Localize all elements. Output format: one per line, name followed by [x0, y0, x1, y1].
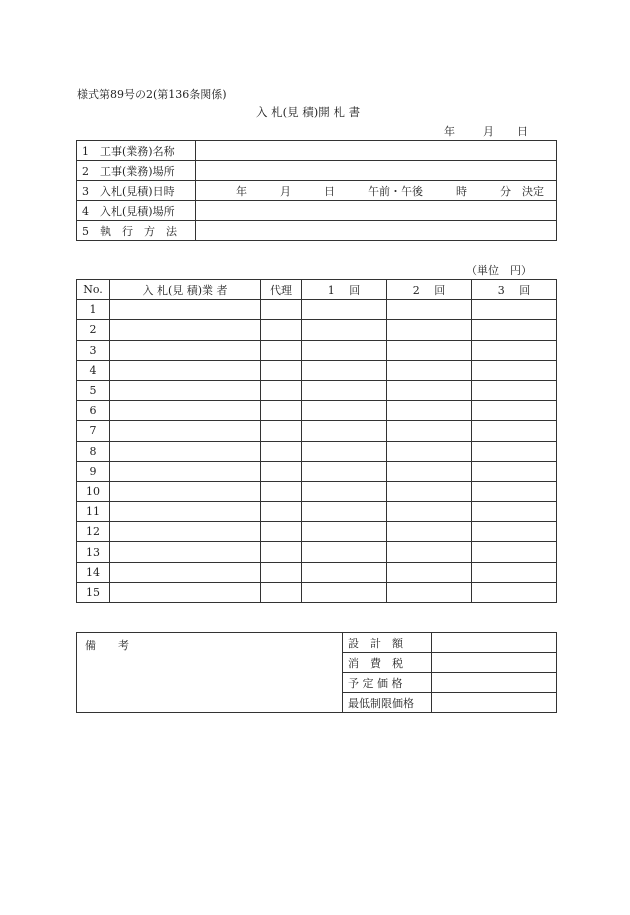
bid-cell[interactable] [472, 481, 557, 501]
table-row [77, 421, 557, 441]
bid-cell[interactable] [387, 360, 472, 380]
row-number: 6 [77, 401, 110, 421]
row-number: 5 [77, 380, 110, 400]
table-row [77, 582, 557, 602]
bid-cell[interactable] [110, 461, 261, 481]
date-month: 月 [483, 125, 494, 138]
info-value[interactable] [196, 201, 557, 221]
bid-cell[interactable] [261, 461, 302, 481]
bid-cell[interactable] [302, 461, 387, 481]
bid-cell[interactable] [110, 340, 261, 360]
bid-cell[interactable] [472, 360, 557, 380]
form-reference: 様式第89号の2(第136条関係) [77, 88, 227, 101]
bid-cell[interactable] [110, 300, 261, 320]
table-row [77, 542, 557, 562]
row-number: 12 [77, 522, 110, 542]
bid-cell[interactable] [472, 522, 557, 542]
bid-cell[interactable] [110, 320, 261, 340]
table-row [77, 522, 557, 542]
bid-cell[interactable] [302, 522, 387, 542]
bid-cell[interactable] [302, 562, 387, 582]
bid-table [76, 279, 557, 603]
bid-cell[interactable] [302, 481, 387, 501]
bid-cell[interactable] [110, 360, 261, 380]
table-row [77, 441, 557, 461]
info-label: 3 入札(見積)日時 [77, 181, 196, 201]
bid-cell[interactable] [261, 582, 302, 602]
row-number: 8 [77, 441, 110, 461]
bid-cell[interactable] [387, 522, 472, 542]
bid-cell[interactable] [302, 401, 387, 421]
info-row [77, 141, 557, 161]
info-value[interactable] [196, 221, 557, 241]
bid-cell[interactable] [302, 320, 387, 340]
column-header: 2 回 [387, 280, 472, 300]
bid-cell[interactable] [302, 441, 387, 461]
bid-cell[interactable] [387, 421, 472, 441]
bid-cell[interactable] [110, 542, 261, 562]
table-row [77, 481, 557, 501]
column-header: No. [77, 280, 110, 300]
info-label: 5 執 行 方 法 [77, 221, 196, 241]
bid-cell[interactable] [110, 441, 261, 461]
remarks-table [76, 632, 557, 713]
bid-cell[interactable] [261, 481, 302, 501]
bid-cell[interactable] [472, 401, 557, 421]
bid-cell[interactable] [261, 441, 302, 461]
bid-cell[interactable] [387, 582, 472, 602]
table-row [77, 340, 557, 360]
bid-cell[interactable] [261, 502, 302, 522]
bid-cell[interactable] [387, 380, 472, 400]
row-number: 13 [77, 542, 110, 562]
bid-cell[interactable] [302, 421, 387, 441]
bid-cell[interactable] [261, 542, 302, 562]
bid-cell[interactable] [302, 582, 387, 602]
table-row [77, 360, 557, 380]
bid-cell[interactable] [387, 461, 472, 481]
price-label: 最低制限価格 [343, 693, 432, 713]
bid-cell[interactable] [472, 461, 557, 481]
bid-cell[interactable] [472, 542, 557, 562]
bid-cell[interactable] [387, 300, 472, 320]
row-number: 4 [77, 360, 110, 380]
table-row [77, 502, 557, 522]
bid-cell[interactable] [387, 401, 472, 421]
table-row [77, 461, 557, 481]
bid-cell[interactable] [302, 300, 387, 320]
table-row [77, 562, 557, 582]
bid-cell[interactable] [261, 320, 302, 340]
bid-cell[interactable] [472, 562, 557, 582]
bid-cell[interactable] [387, 340, 472, 360]
info-label: 4 入札(見積)場所 [77, 201, 196, 221]
row-number: 3 [77, 340, 110, 360]
info-value[interactable] [196, 161, 557, 181]
bid-cell[interactable] [261, 340, 302, 360]
document-title: 入 札(見 積)開 札 書 [256, 105, 361, 119]
bid-cell[interactable] [110, 380, 261, 400]
bid-cell[interactable] [472, 300, 557, 320]
info-label: 1 工事(業務)名称 [77, 141, 196, 161]
table-row [77, 380, 557, 400]
row-number: 15 [77, 582, 110, 602]
info-label: 2 工事(業務)場所 [77, 161, 196, 181]
column-header: 1 回 [302, 280, 387, 300]
info-row [77, 221, 557, 241]
price-label: 消 費 税 [343, 653, 432, 673]
info-row [77, 181, 557, 201]
bid-cell[interactable] [472, 502, 557, 522]
row-number: 7 [77, 421, 110, 441]
bid-cell[interactable] [110, 502, 261, 522]
bid-cell[interactable] [472, 320, 557, 340]
bid-cell[interactable] [110, 401, 261, 421]
price-label: 予 定 価 格 [343, 673, 432, 693]
bid-cell[interactable] [472, 340, 557, 360]
bid-cell[interactable] [261, 522, 302, 542]
bid-cell[interactable] [110, 421, 261, 441]
column-header: 3 回 [472, 280, 557, 300]
price-label: 設 計 額 [343, 633, 432, 653]
bid-cell[interactable] [261, 401, 302, 421]
bid-cell[interactable] [387, 320, 472, 340]
bid-cell[interactable] [261, 380, 302, 400]
bid-cell[interactable] [472, 380, 557, 400]
bid-cell[interactable] [387, 542, 472, 562]
bid-cell[interactable] [387, 502, 472, 522]
bid-cell[interactable] [472, 441, 557, 461]
bid-cell[interactable] [110, 562, 261, 582]
table-row [77, 320, 557, 340]
bid-cell[interactable] [302, 360, 387, 380]
bid-cell[interactable] [110, 522, 261, 542]
row-number: 1 [77, 300, 110, 320]
bid-cell[interactable] [110, 481, 261, 501]
remarks-label: 備 考 [77, 633, 343, 713]
bid-cell[interactable] [302, 542, 387, 562]
unit-note: （単位 円） [466, 264, 532, 277]
row-number: 10 [77, 481, 110, 501]
bid-cell[interactable] [110, 582, 261, 602]
bid-cell[interactable] [261, 360, 302, 380]
table-row [77, 401, 557, 421]
info-table [76, 140, 557, 241]
row-number: 11 [77, 502, 110, 522]
info-row [77, 161, 557, 181]
price-value[interactable] [432, 693, 557, 713]
bid-cell[interactable] [387, 441, 472, 461]
bid-cell[interactable] [472, 421, 557, 441]
row-number: 9 [77, 461, 110, 481]
bid-cell[interactable] [472, 582, 557, 602]
column-header: 入 札(見 積)業 者 [110, 280, 261, 300]
row-number: 2 [77, 320, 110, 340]
row-number: 14 [77, 562, 110, 582]
info-value[interactable] [196, 141, 557, 161]
table-row [77, 300, 557, 320]
date-year: 年 [444, 125, 455, 138]
bid-cell[interactable] [387, 481, 472, 501]
info-value[interactable]: 年 月 日 午前・午後 時 分 決定 [196, 181, 557, 201]
bid-cell[interactable] [302, 340, 387, 360]
bid-cell[interactable] [302, 502, 387, 522]
bid-cell[interactable] [302, 380, 387, 400]
bid-cell[interactable] [387, 562, 472, 582]
price-value[interactable] [432, 673, 557, 693]
column-header: 代理 [261, 280, 302, 300]
date-day: 日 [517, 125, 528, 138]
price-value[interactable] [432, 633, 557, 653]
bid-cell[interactable] [261, 300, 302, 320]
bid-cell[interactable] [261, 421, 302, 441]
info-row [77, 201, 557, 221]
remarks-row [77, 633, 557, 653]
price-value[interactable] [432, 653, 557, 673]
bid-cell[interactable] [261, 562, 302, 582]
